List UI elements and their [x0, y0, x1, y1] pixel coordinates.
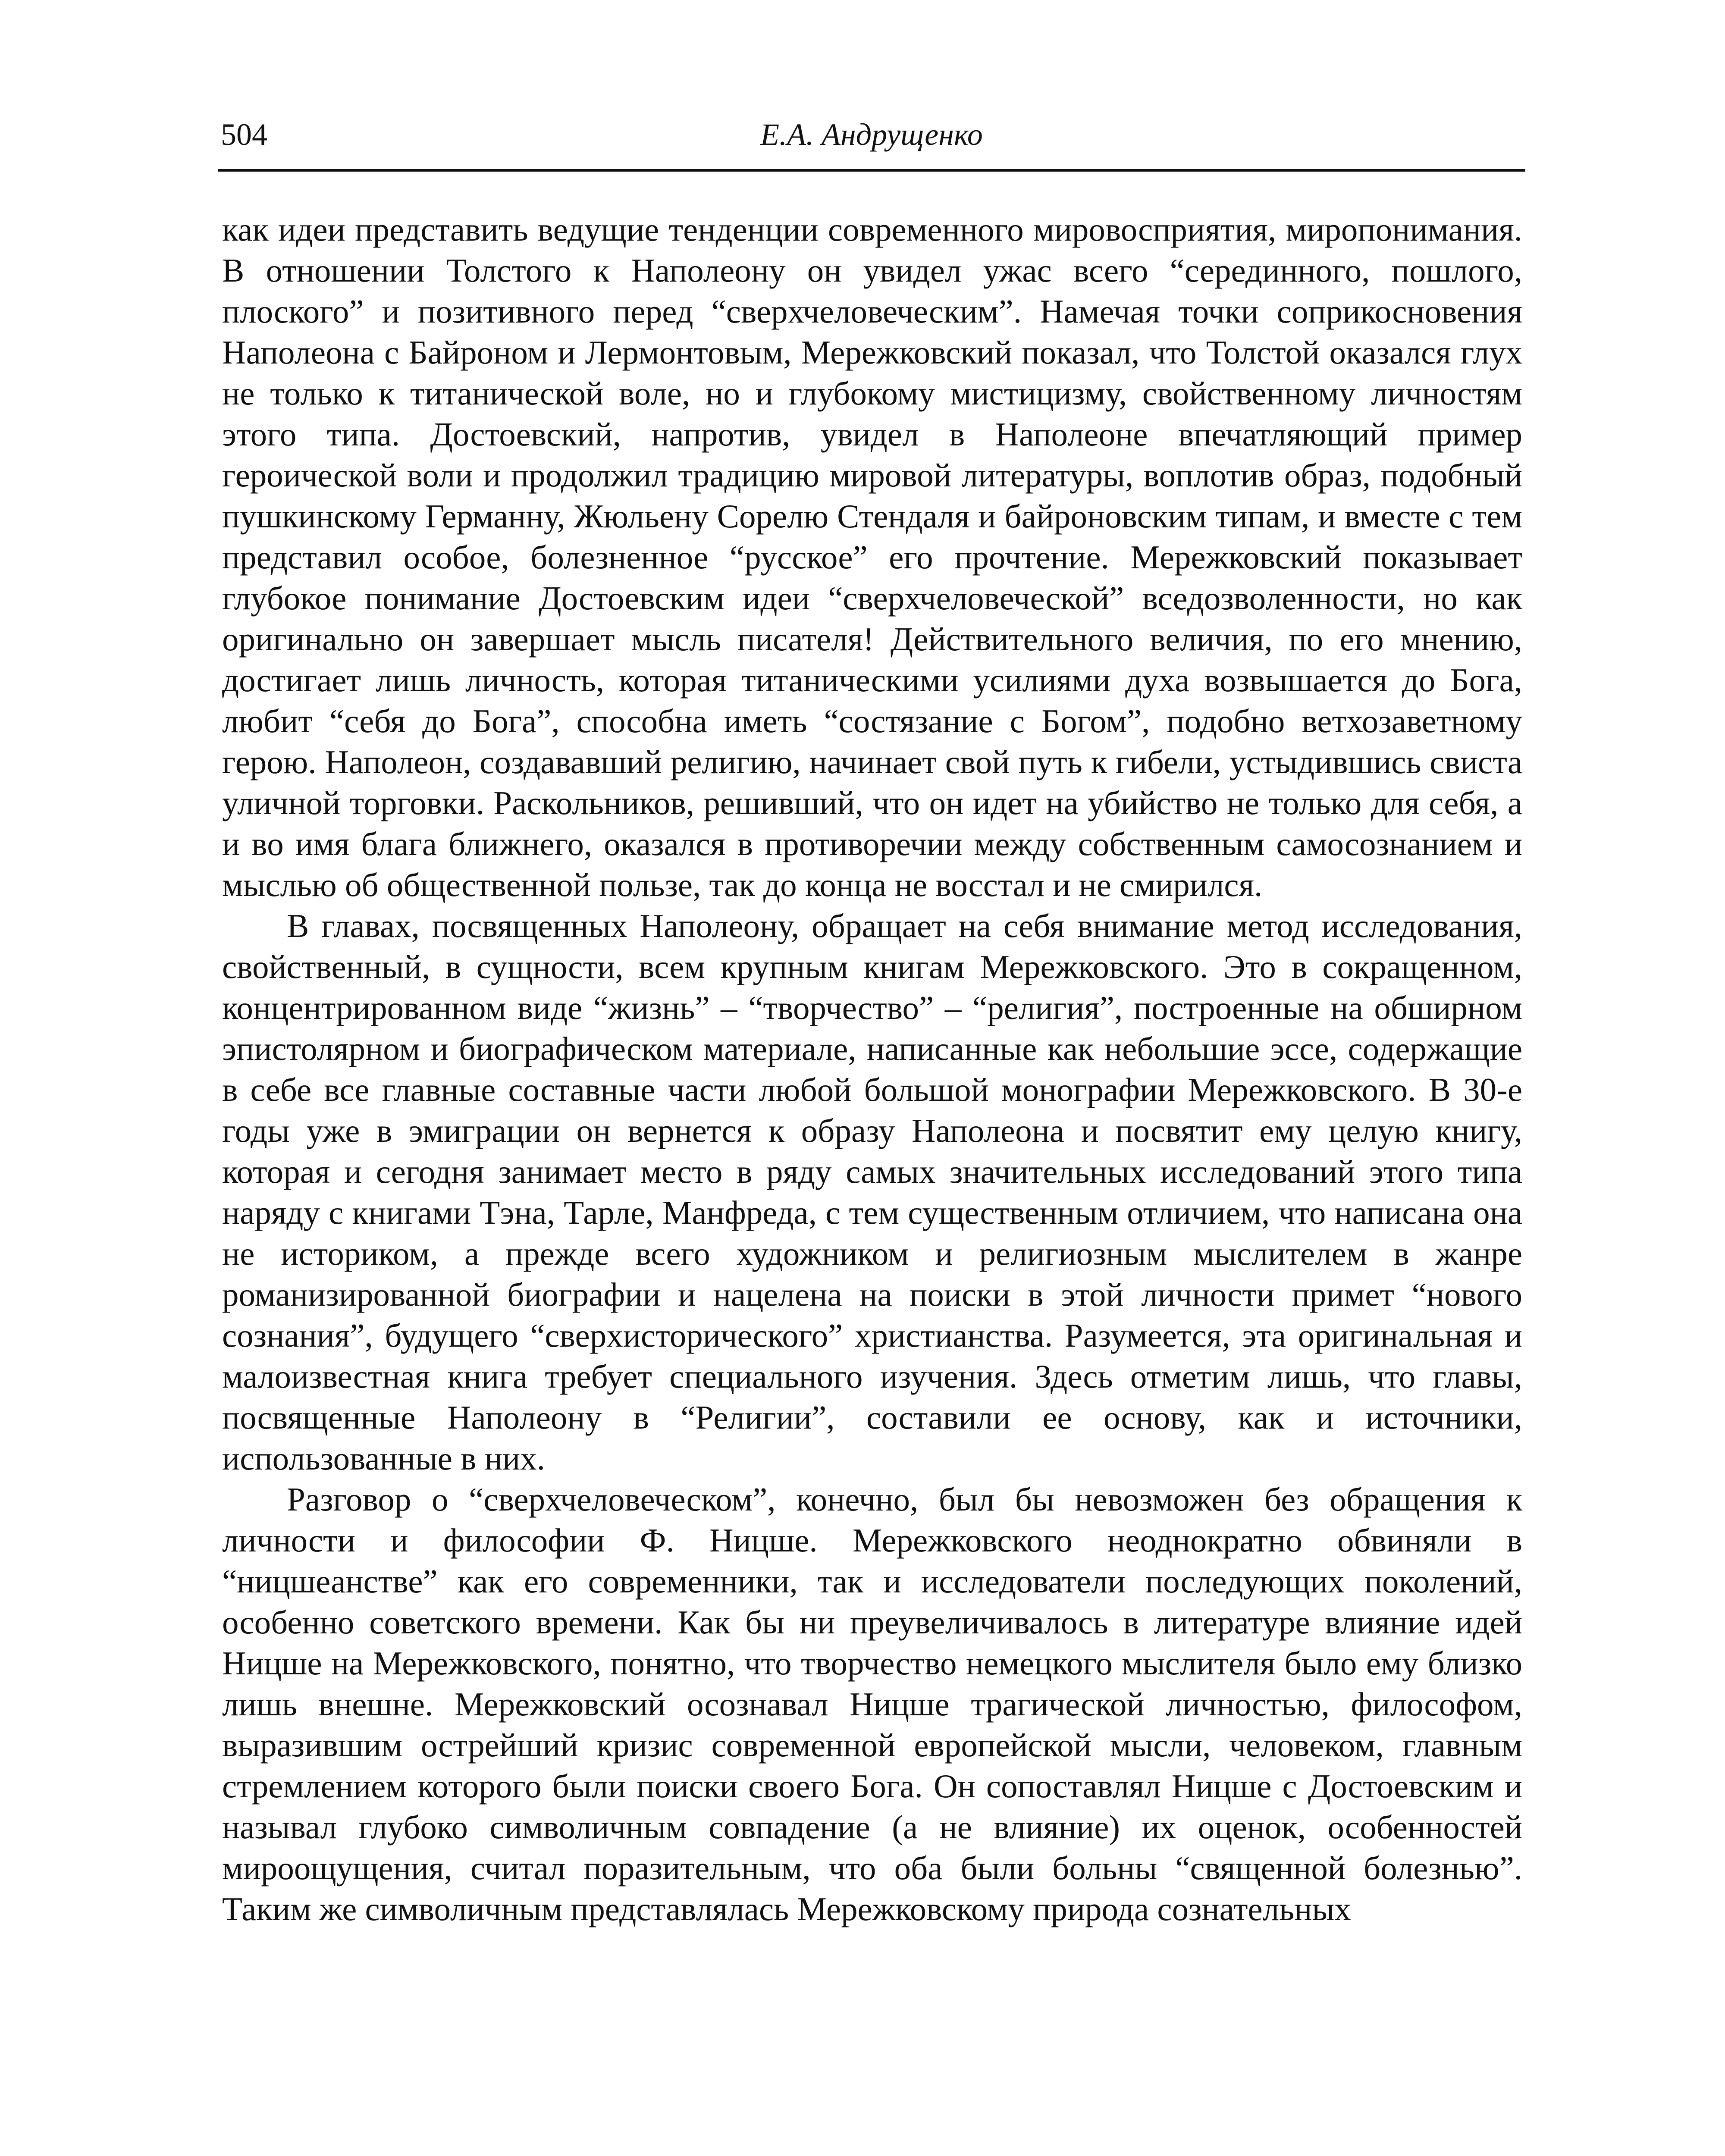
paragraph-3: Разговор о “сверхчеловеческом”, конечно, был бы невозможен без обращения к личности и философии Ф. Ницше. Мережковского неоднократно обвиняли в “ницшеанстве” как его современники, так и исследователи последующих поколений, особенно советского времени. Как бы ни преувеличивалось в литературе влияние идей Ницше на Мережковского, понятно, что творчество немецкого мыслителя было ему близко лишь внешне. Мережковский осознавал Ницше трагической личностью, философом, выразившим острейший кризис современной европейской мысли, человеком, главным стремлением которого были поиски своего Бога. Он сопоставлял Ницше с Достоевским и называл глубоко символичным совпадение (а не влияние) их оценок, особенностей мироощущения, считал поразительным, что оба были больны “священной болезнью”. Таким же символичным представлялась Мережковскому природа сознательных [222, 1481, 1522, 1927]
paragraph-2: В главах, посвященных Наполеону, обращает на себя внимание метод исследования, свойственный, в сущности, всем крупным книгам Мережковского. Это в сокращенном, концентрированном виде “жизнь” – “творчество” – “религия”, построенные на обширном эпистолярном и биографическом материале, написанные как небольшие эссе, содержащие в себе все главные составные части любой большой монографии Мережковского. В 30-е годы уже в эмиграции он вернется к образу Наполеона и посвятит ему целую книгу, которая и сегодня занимает место в ряду самых значительных исследований этого типа наряду с книгами Тэна, Тарле, Манфреда, с тем существенным отличием, что написана она не историком, а прежде всего художником и религиозным мыслителем в жанре романизированной биографии и нацелена на поиски в этой личности примет “нового сознания”, будущего “сверхисторического” христианства. Разумеется, эта оригинальная и малоизвестная книга требует специального изучения. Здесь отметим лишь, что главы, посвященные Наполеону в “Религии”, составили ее основу, как и источники, использованные в них. [222, 907, 1522, 1477]
page-header [221, 113, 1522, 165]
body-text [222, 209, 1522, 1930]
header-rule [218, 169, 1525, 172]
running-head: Е.А. Андрущенко [760, 117, 983, 152]
paragraph-1: как идеи представить ведущие тенденции современного мировосприятия, миропонимания. В отношении Толстого к Наполеону он увидел ужас всего “серединного, пошлого, плоского” и позитивного перед “сверхчеловеческим”. Намечая точки соприкосновения Наполеона с Байроном и Лермонтовым, Мережковский показал, что Толстой оказался глух не только к титанической воле, но и глубокому мистицизму, свойственному личностям этого типа. Достоевский, напротив, увидел в Наполеоне впечатляющий пример героической воли и продолжил традицию мировой литературы, воплотив образ, подобный пушкинскому Германну, Жюльену Сорелю Стендаля и байроновским типам, и вместе с тем представил особое, болезненное “русское” его прочтение. Мережковский показывает глубокое понимание Достоевским идеи “сверхчеловеческой” вседозволенности, но как оригинально он завершает мысль писателя! Действительного величия, по его мнению, достигает лишь личность, которая титаническими усилиями духа возвышается до Бога, любит “себя до Бога”, способна иметь “состязание с Богом”, подобно ветхозаветному герою. Наполеон, создававший религию, начинает свой путь к гибели, устыдившись свиста уличной торговки. Раскольников, решивший, что он идет на убийство не только для себя, а и во имя блага ближнего, оказался в противоречии между собственным самосознанием и мыслью об общественной пользе, так до конца не восстал и не смирился. [222, 211, 1522, 903]
page-number: 504 [221, 117, 267, 152]
